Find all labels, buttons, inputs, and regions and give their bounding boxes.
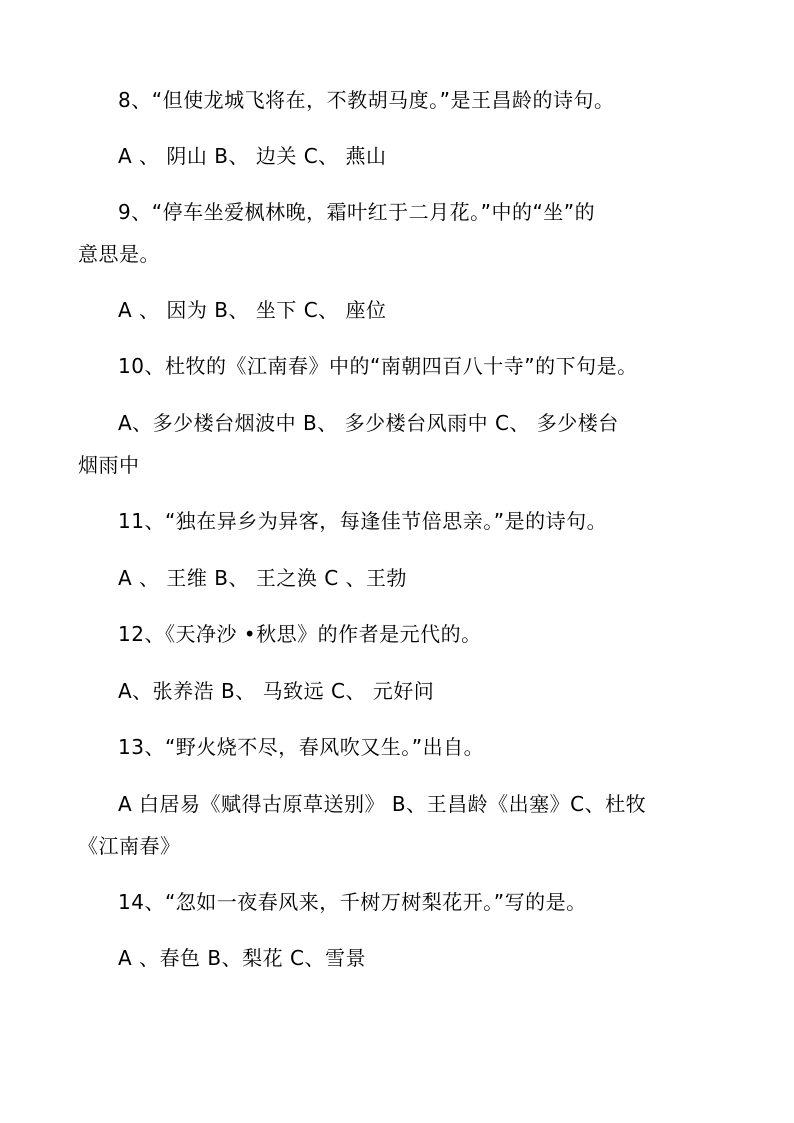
options-13-continued: 《江南春》 [78,834,181,858]
options-14: A 、春色 B、梨花 C、雪景 [118,946,366,970]
options-10: A、多少楼台烟波中 B、 多少楼台风雨中 C、 多少楼台 [118,411,619,435]
question-9: 9、“停车坐爱枫林晚，霜叶红于二月花。”中的“坐”的 [118,200,596,224]
question-14: 14、“忽如一夜春风来，千树万树梨花开。”写的是。 [118,890,587,914]
options-10-continued: 烟雨中 [78,453,140,477]
question-10: 10、杜牧的《江南春》中的“南朝四百八十寺”的下句是。 [118,354,638,378]
question-11: 11、“独在异乡为异客，每逢佳节倍思亲。”是的诗句。 [118,509,608,533]
options-11: A 、 王维 B、 王之涣 C 、王勃 [118,566,408,590]
options-13: A 白居易《赋得古原草送别》 B、王昌龄《出塞》C、杜牧 [118,792,647,816]
question-12: 12、《天净沙 •秋思》的作者是元代的。 [118,622,482,646]
options-12: A、张养浩 B、 马致远 C、 元好问 [118,679,435,703]
options-8: A 、 阴山 B、 边关 C、 燕山 [118,144,387,168]
question-8: 8、“但使龙城飞将在，不教胡马度。”是王昌龄的诗句。 [118,88,615,112]
question-9-continued: 意思是。 [78,242,160,266]
options-9: A 、 因为 B、 坐下 C、 座位 [118,298,387,322]
question-13: 13、“野火烧不尽，春风吹又生。”出自。 [118,735,485,759]
